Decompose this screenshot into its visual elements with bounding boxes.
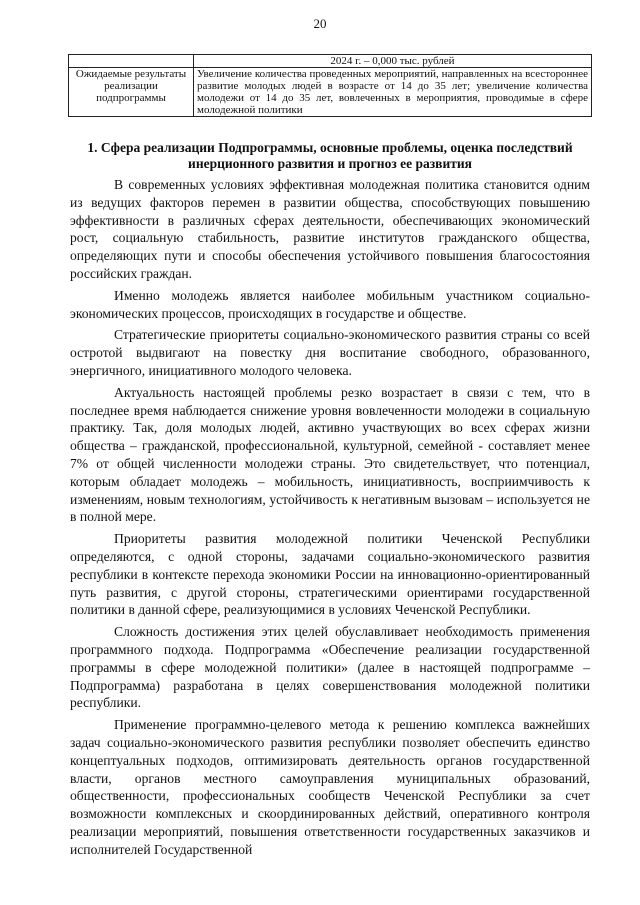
section-body bbox=[70, 176, 590, 862]
table-row bbox=[69, 55, 592, 68]
section-heading: 1. Сфера реализации Подпрограммы, основные проблемы, оценка последствий инерционного развития и прогноз ее развития bbox=[87, 140, 573, 171]
table-cell-value: 2024 г. – 0,000 тыс. рублей bbox=[194, 55, 592, 68]
paragraph: Именно молодежь является наиболее мобильным участником социально-экономических процессов, происходящих в государстве и обществе. bbox=[70, 287, 590, 321]
paragraph: Актуальность настоящей проблемы резко возрастает в связи с тем, что в последнее время наблюдается снижение уровня вовлеченности молодежи в социальную практику. Так, доля молодых людей, активно участвующих во всех сферах жизни общества – гражданской, профессиональной, культурной, семейной - составляет менее 7% от общей численности молодежи страны. Это свидетельствует, что потенциал, которым обладает молодежь – мобильность, инициативность, восприимчивость к изменениям, новым технологиям, устойчивость к негативным вызовам – используется не в полной мере. bbox=[70, 384, 590, 525]
paragraph: Применение программно-целевого метода к решению комплекса важнейших задач социально-экономического развития республики позволяет обеспечить единство концептуальных подходов, оптимизировать деятельность органов государственной власти, органов местного самоуправления муниципальных образований, общественности, профессиональных сообществ Чеченской Республики за счет возможности комплексных и скоординированных действий, оперативного контроля реализации мероприятий, повышения ответственности государственных заказчиков и исполнителей Государственной bbox=[70, 717, 590, 857]
paragraph: Стратегические приоритеты социально-экономического развития страны со всей остротой выдвигают на повестку дня воспитание свободного, образованного, энергичного, инициативного молодого человека. bbox=[70, 327, 590, 378]
page-number: 20 bbox=[313, 16, 327, 31]
table-cell-label: Ожидаемые результаты реализации подпрограммы bbox=[69, 68, 194, 117]
paragraph: В современных условиях эффективная молодежная политика становится одним из ведущих факторов перемен в развитии общества, способствующих повышению эффективности в различных сферах деятельности, обеспечивающих экономический рост, социальную стабильность, развитие институтов гражданского общества, определяющих пути и способы обеспечения устойчивого повышения благосостояния российских граждан. bbox=[70, 177, 590, 281]
table-row bbox=[69, 68, 592, 117]
table-cell-label bbox=[69, 55, 194, 68]
summary-table bbox=[68, 54, 592, 117]
table-cell-value: Увеличение количества проведенных мероприятий, направленных на всестороннее развитие молодых людей в возрасте от 14 до 35 лет; увеличение количества молодежи от 14 до 35 лет, вовлеченных в мероприятия, проводимые в сфере молодежной политики bbox=[194, 68, 592, 117]
paragraph: Сложность достижения этих целей обуславливает необходимость применения программного подхода. Подпрограмма «Обеспечение реализации государственной программы в сфере молодежной политики» (далее в настоящей подпрограмме – Подпрограмма) разработана в целях совершенствования молодежной политики республики. bbox=[70, 624, 590, 711]
paragraph: Приоритеты развития молодежной политики Чеченской Республики определяются, с одной стороны, задачами социально-экономического развития республики в контексте перехода экономики России на инновационно-ориентированный путь развития, с другой стороны, стратегическими ориентирами государственной политики в данной сфере, реализующимися в условиях Чеченской Республики. bbox=[70, 531, 590, 618]
